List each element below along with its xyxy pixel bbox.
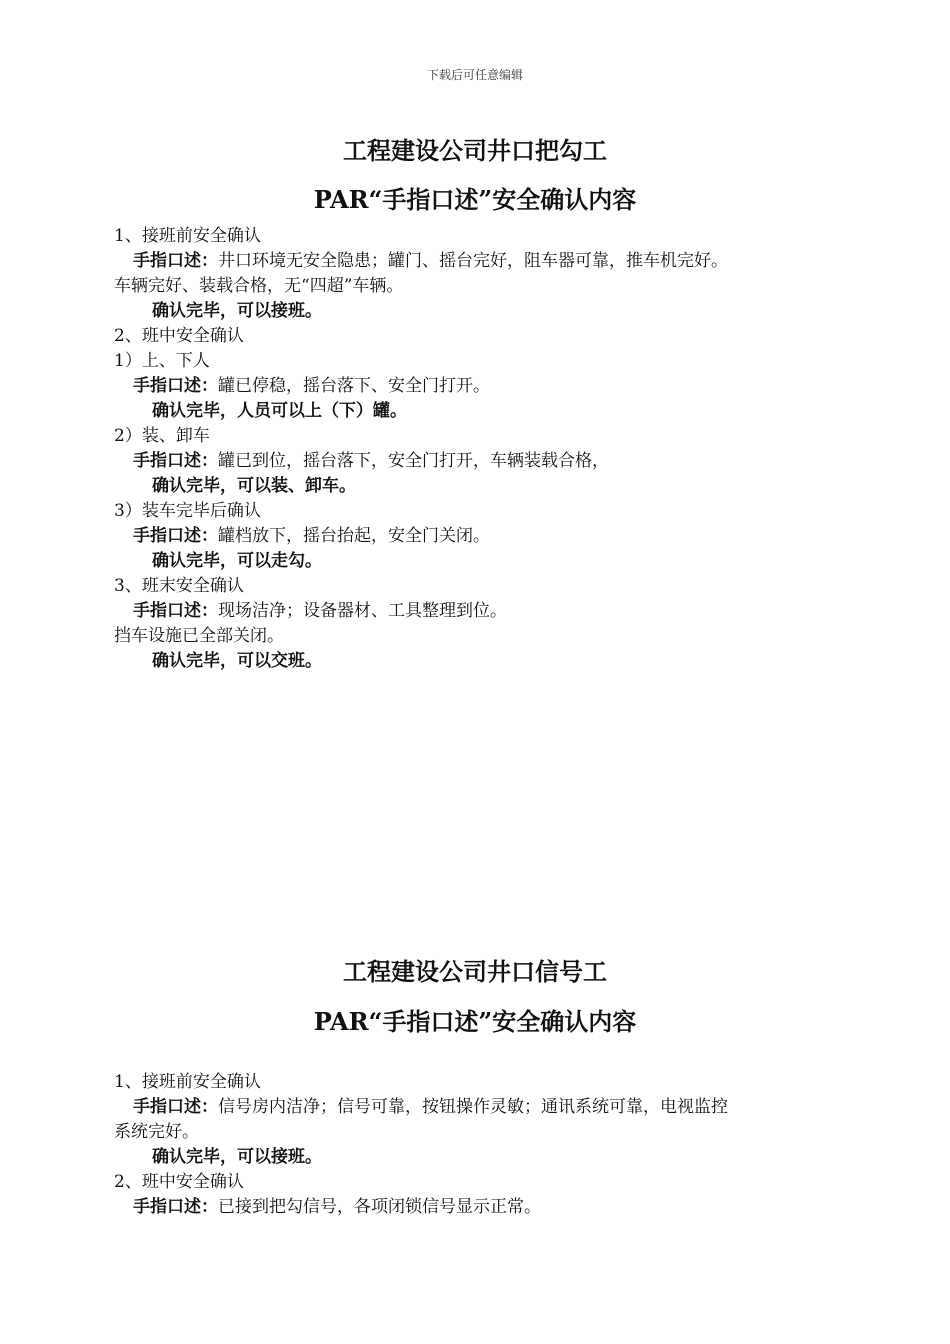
section2-title-line1: 工程建设公司井口信号工 (343, 957, 607, 986)
statement-line (114, 374, 814, 399)
statement-continuation: 挡车设施已全部关闭。 (114, 626, 284, 646)
section1-content (114, 224, 814, 674)
confirmation-line: 确认完毕，人员可以上（下）罐。 (152, 401, 407, 421)
section2-content (114, 1070, 814, 1220)
statement-line (114, 1095, 814, 1120)
subsection-heading: 2）装、卸车 (114, 426, 210, 446)
section2-title-line2: PAR“手指口述”安全确认内容 (313, 1007, 637, 1036)
statement-label: 手指口述： (133, 601, 218, 621)
statement-text: 信号房内洁净；信号可靠，按钮操作灵敏；通讯系统可靠，电视监控 (218, 1097, 728, 1117)
statement-text: 已接到把勾信号，各项闭锁信号显示正常。 (218, 1197, 541, 1217)
statement-text: 罐已到位，摇台落下，安全门打开，车辆装载合格， (218, 451, 609, 471)
statement-label: 手指口述： (133, 251, 218, 271)
statement-label: 手指口述： (133, 526, 218, 546)
statement-label: 手指口述： (133, 451, 218, 471)
statement-label: 手指口述： (133, 1097, 218, 1117)
statement-text: 现场洁净；设备器材、工具整理到位。 (218, 601, 507, 621)
statement-continuation: 车辆完好、装载合格，无“四超”车辆。 (114, 276, 404, 296)
statement-text: 罐档放下，摇台抬起，安全门关闭。 (218, 526, 490, 546)
statement-continuation: 系统完好。 (114, 1122, 199, 1142)
statement-text: 罐已停稳，摇台落下、安全门打开。 (218, 376, 490, 396)
statement-line (114, 599, 814, 624)
confirmation-line: 确认完毕，可以走勾。 (152, 551, 322, 571)
section-heading: 2、班中安全确认 (114, 1172, 244, 1192)
confirmation-line: 确认完毕，可以接班。 (152, 1147, 322, 1167)
confirmation-line: 确认完毕，可以装、卸车。 (152, 476, 356, 496)
section-heading: 3、班末安全确认 (114, 576, 244, 596)
statement-line (114, 1195, 814, 1220)
section1-title-line2: PAR“手指口述”安全确认内容 (313, 185, 637, 214)
statement-text: 井口环境无安全隐患；罐门、摇台完好，阻车器可靠，推车机完好。 (218, 251, 728, 271)
statement-label: 手指口述： (133, 376, 218, 396)
confirmation-line: 确认完毕，可以交班。 (152, 651, 322, 671)
subsection-heading: 3）装车完毕后确认 (114, 501, 261, 521)
header-note: 下载后可任意编辑 (426, 68, 523, 82)
section1-title-line1: 工程建设公司井口把勾工 (343, 136, 607, 165)
statement-line (114, 449, 814, 474)
confirmation-line: 确认完毕，可以接班。 (152, 301, 322, 321)
statement-label: 手指口述： (133, 1197, 218, 1217)
section-heading: 1、接班前安全确认 (114, 226, 261, 246)
subsection-heading: 1）上、下人 (114, 351, 210, 371)
statement-line (114, 249, 814, 274)
section-heading: 1、接班前安全确认 (114, 1072, 261, 1092)
section-heading: 2、班中安全确认 (114, 326, 244, 346)
statement-line (114, 524, 814, 549)
